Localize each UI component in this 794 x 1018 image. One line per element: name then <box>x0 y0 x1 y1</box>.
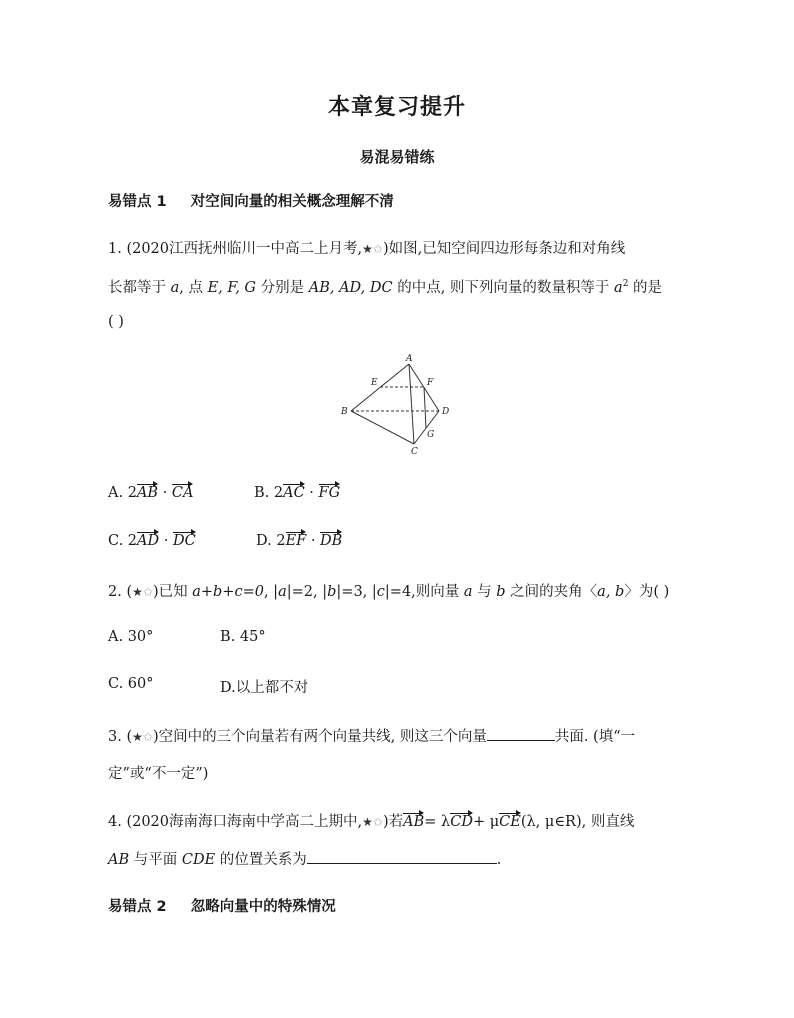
question-3-line-2: 定”或“不一定”) <box>108 766 209 782</box>
question-4-line-1 <box>108 810 634 831</box>
edge-BC <box>351 411 414 444</box>
stem-text: |=2, | <box>286 584 328 600</box>
stem-text: , | <box>263 584 279 600</box>
math-var: a <box>463 584 473 600</box>
label-C: C <box>411 447 418 456</box>
vector: DB <box>320 533 343 549</box>
stem-text: )已知 <box>152 584 193 600</box>
question-4-line-2 <box>108 848 501 869</box>
vector: EF <box>285 533 307 549</box>
label-B: B <box>341 407 348 417</box>
vector: CD <box>450 814 473 830</box>
option-d[interactable]: D.以上都不对 <box>220 680 309 696</box>
stem-text: 之间的夹角〈 <box>505 584 598 600</box>
page-title: 本章复习提升 <box>327 95 466 120</box>
answer-paren: ( ) <box>108 314 124 330</box>
question-3-line-1 <box>108 725 635 746</box>
answer-blank[interactable] <box>307 863 497 864</box>
question-number: 2. <box>108 584 122 600</box>
math-expr: a+b+c=0 <box>192 584 264 600</box>
section-text: 忽略向量中的特殊情况 <box>190 899 336 915</box>
vector: AB <box>136 485 159 501</box>
option-b[interactable]: B. 45° <box>220 629 266 645</box>
stem-text: 的中点, 则下列向量的数量积等于 <box>392 280 615 296</box>
option-c[interactable]: C. 60° <box>108 676 154 692</box>
page-subtitle: 易混易错练 <box>359 148 435 166</box>
question-source: (2020江西抚州临川一中高二上月考, <box>126 241 363 257</box>
section-label: 易错点 1 <box>108 194 167 210</box>
vector: CA <box>171 485 194 501</box>
math-expr: a, b <box>597 584 625 600</box>
stem-text: (λ, μ∈R), 则直线 <box>520 814 635 830</box>
section-label: 易错点 2 <box>108 899 167 915</box>
stem-text: , 点 <box>179 280 208 296</box>
vector: AC <box>283 485 305 501</box>
stem-text: |=4,则向量 <box>384 584 464 600</box>
stem-text: 分别是 <box>256 280 309 296</box>
dot-operator: · <box>309 485 314 501</box>
coefficient: 2 <box>127 485 137 501</box>
option-letter: B. <box>254 485 270 501</box>
option-c[interactable] <box>108 531 196 549</box>
dot-operator: · <box>163 533 169 549</box>
vector: CE <box>499 814 521 830</box>
star-icon: ★ <box>132 730 143 744</box>
paren: ( <box>126 584 133 600</box>
stem-text: 的位置关系为 <box>215 852 307 868</box>
question-number: 4. <box>108 814 122 830</box>
option-letter: D. <box>256 533 272 549</box>
math-var: E, F, G <box>207 280 257 296</box>
stem-text: )空间中的三个向量若有两个向量共线, 则这三个向量 <box>152 729 487 745</box>
star-outline-icon: ✩ <box>372 242 383 256</box>
option-letter: A. <box>108 485 124 501</box>
star-outline-icon: ✩ <box>372 815 383 829</box>
star-icon: ★ <box>132 585 143 599</box>
star-icon: ★ <box>362 815 373 829</box>
star-outline-icon: ✩ <box>142 730 153 744</box>
math-var: b <box>327 584 337 600</box>
label-E: E <box>371 378 378 388</box>
option-a[interactable]: A. 30° <box>108 629 154 645</box>
vector: FG <box>318 485 341 501</box>
star-icon: ★ <box>362 242 373 256</box>
dot-operator: · <box>310 533 316 549</box>
question-2 <box>108 580 669 601</box>
question-1-line-1 <box>108 237 625 258</box>
option-b[interactable] <box>254 483 340 501</box>
stem-text: )若 <box>382 814 404 830</box>
coefficient: 2 <box>273 485 284 501</box>
section-text: 对空间向量的相关概念理解不清 <box>190 194 394 210</box>
tetrahedron-figure <box>340 352 450 456</box>
coefficient: 2 <box>276 533 286 549</box>
stem-text: . <box>496 852 502 868</box>
vector: AD <box>137 533 160 549</box>
math-var: CDE <box>181 852 216 868</box>
math-var: b <box>496 584 506 600</box>
stem-text: 与 <box>472 584 497 600</box>
label-F: F <box>427 378 434 388</box>
label-D: D <box>442 407 450 417</box>
option-a[interactable] <box>108 483 193 501</box>
math-var: c <box>376 584 385 600</box>
question-1-line-2 <box>108 276 662 297</box>
math-expr: = λ <box>424 814 451 830</box>
math-var: AB, AD, DC <box>308 280 393 296</box>
star-outline-icon: ✩ <box>142 585 153 599</box>
exponent: 2 <box>622 279 629 290</box>
question-source: (2020海南海口海南中学高二上期中, <box>126 814 363 830</box>
segment-FG <box>424 387 426 428</box>
math-var: a <box>170 280 180 296</box>
question-number: 1. <box>108 241 122 257</box>
stem-text: 〉为( ) <box>624 584 670 600</box>
label-A: A <box>406 354 413 364</box>
label-G: G <box>427 430 435 440</box>
question-number: 3. <box>108 729 122 745</box>
stem-text: 共面. (填“一 <box>554 729 636 745</box>
math-var: a <box>278 584 287 600</box>
section-heading-2 <box>108 895 336 916</box>
vector: AB <box>403 814 425 830</box>
dot-operator: · <box>162 485 168 501</box>
question-stem: )如图,已知空间四边形每条边和对角线 <box>382 241 626 257</box>
paren: ( <box>126 729 133 745</box>
vector: DC <box>172 533 196 549</box>
stem-text: |=3, | <box>336 584 377 600</box>
stem-text: 与平面 <box>129 852 182 868</box>
coefficient: 2 <box>127 533 138 549</box>
math-var: a <box>614 280 623 296</box>
section-heading-1 <box>108 190 394 211</box>
option-d[interactable] <box>256 531 342 549</box>
stem-text: 的是 <box>628 280 663 296</box>
stem-text: 长都等于 <box>108 280 171 296</box>
math-var: AB <box>108 852 130 868</box>
option-letter: C. <box>108 533 124 549</box>
math-expr: + μ <box>472 814 500 830</box>
edge-AC <box>409 364 414 444</box>
answer-blank[interactable] <box>487 740 555 741</box>
